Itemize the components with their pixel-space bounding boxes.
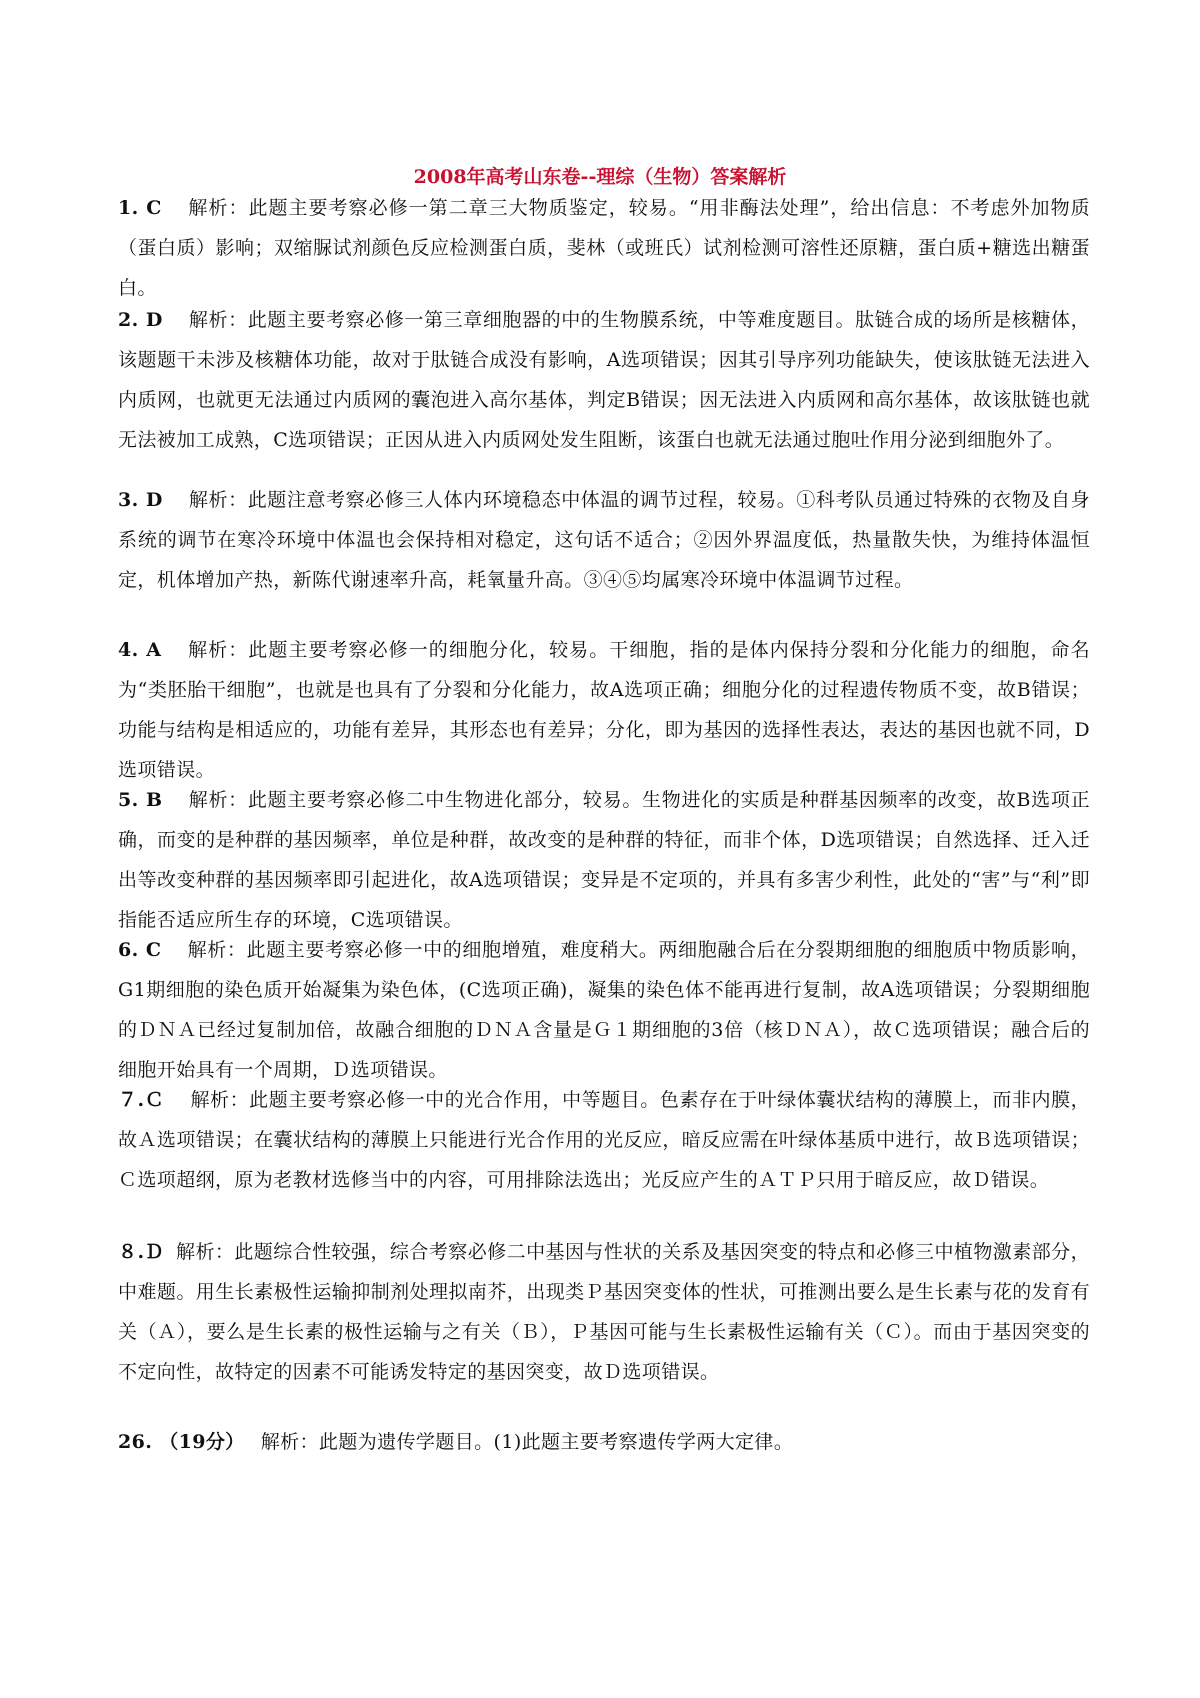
answer-label: 5. B: [118, 789, 163, 811]
answer-paragraph-8: [118, 1232, 1090, 1392]
answer-text: 解析：此题主要考察必修一中的光合作用，中等题目。色素存在于叶绿体囊状结构的薄膜上，而非内膜，故Ａ选项错误；在囊状结构的薄膜上只能进行光合作用的光反应，暗反应需在叶绿体基质中进行，故Ｂ选项错误；Ｃ选项超纲，原为老教材选修当中的内容，可用排除法选出；光反应产生的ＡＴＰ只用于暗反应，故Ｄ错误。: [118, 1089, 1090, 1191]
document-title: 2008年高考山东卷--理综（生物）答案解析: [413, 166, 787, 188]
answer-label: 1. C: [118, 197, 162, 219]
answer-text: 解析：此题综合性较强，综合考察必修二中基因与性状的关系及基因突变的特点和必修三中植物激素部分，中难题。用生长素极性运输抑制剂处理拟南芥，出现类Ｐ基因突变体的性状，可推测出要么是生长素与花的发育有关（Ａ），要么是生长素的极性运输与之有关（Ｂ），Ｐ基因可能与生长素极性运输有关（Ｃ）。而由于基因突变的不定向性，故特定的因素不可能诱发特定的基因突变，故Ｄ选项错误。: [118, 1241, 1090, 1383]
answer-label: ８.Ｄ: [118, 1241, 164, 1263]
answer-label: 6. C: [118, 939, 162, 961]
answer-text: 解析：此题注意考察必修三人体内环境稳态中体温的调节过程，较易。①科考队员通过特殊的衣物及自身系统的调节在寒冷环境中体温也会保持相对稳定，这句话不适合；②因外界温度低，热量散失快，为维持体温恒定，机体增加产热，新陈代谢速率升高，耗氧量升高。③④⑤均属寒冷环境中体温调节过程。: [118, 489, 1091, 591]
answer-paragraph-4: [118, 630, 1090, 790]
answer-text: 解析：此题主要考察必修二中生物进化部分，较易。生物进化的实质是种群基因频率的改变，故B选项正确，而变的是种群的基因频率，单位是种群，故改变的是种群的特征，而非个体，D选项错误；自然选择、迁入迁出等改变种群的基因频率即引起进化，故A选项错误；变异是不定项的，并具有多害少利性，此处的“害”与“利”即指能否适应所生存的环境，C选项错误。: [118, 789, 1090, 931]
answer-label: ７.Ｃ: [118, 1089, 165, 1111]
answer-label: 26. （19分）: [118, 1431, 245, 1453]
answer-paragraph-1: [118, 188, 1090, 308]
answer-text: 解析：此题为遗传学题目。(1)此题主要考察遗传学两大定律。: [260, 1431, 794, 1453]
answer-paragraph-6: [118, 930, 1090, 1090]
answer-text: 解析：此题主要考察必修一第二章三大物质鉴定，较易。“用非酶法处理”，给出信息：不考虑外加物质（蛋白质）影响；双缩脲试剂颜色反应检测蛋白质，斐林（或班氏）试剂检测可溶性还原糖，蛋白质+糖选出糖蛋白。: [118, 197, 1090, 299]
answer-label: 2. D: [118, 309, 163, 331]
answer-label: 3. D: [118, 489, 163, 511]
answer-label: 4. A: [118, 639, 162, 661]
answer-text: 解析：此题主要考察必修一第三章细胞器的中的生物膜系统，中等难度题目。肽链合成的场所是核糖体，该题题干未涉及核糖体功能，故对于肽链合成没有影响，A选项错误；因其引导序列功能缺失，使该肽链无法进入内质网，也就更无法通过内质网的囊泡进入高尔基体，判定B错误；因无法进入内质网和高尔基体，故该肽链也就无法被加工成熟，C选项错误；正因从进入内质网处发生阻断，该蛋白也就无法通过胞吐作用分泌到细胞外了。: [118, 309, 1091, 451]
answer-paragraph-3: [118, 480, 1090, 600]
answer-paragraph-2: [118, 300, 1090, 460]
answer-paragraph-5: [118, 780, 1090, 940]
answer-paragraph-7: [118, 1080, 1090, 1200]
answer-text: 解析：此题主要考察必修一中的细胞增殖，难度稍大。两细胞融合后在分裂期细胞的细胞质中物质影响，G1期细胞的染色质开始凝集为染色体，(C选项正确)，凝集的染色体不能再进行复制，故A选项错误；分裂期细胞的ＤＮＡ已经过复制加倍，故融合细胞的ＤＮＡ含量是Ｇ１期细胞的3倍（核ＤＮＡ），故Ｃ选项错误；融合后的细胞开始具有一个周期，Ｄ选项错误。: [118, 939, 1091, 1081]
answer-paragraph-26: [118, 1422, 1090, 1462]
answer-text: 解析：此题主要考察必修一的细胞分化，较易。干细胞，指的是体内保持分裂和分化能力的细胞，命名为“类胚胎干细胞”，也就是也具有了分裂和分化能力，故A选项正确；细胞分化的过程遗传物质不变，故B错误；功能与结构是相适应的，功能有差异，其形态也有差异；分化，即为基因的选择性表达，表达的基因也就不同，D选项错误。: [118, 639, 1090, 781]
